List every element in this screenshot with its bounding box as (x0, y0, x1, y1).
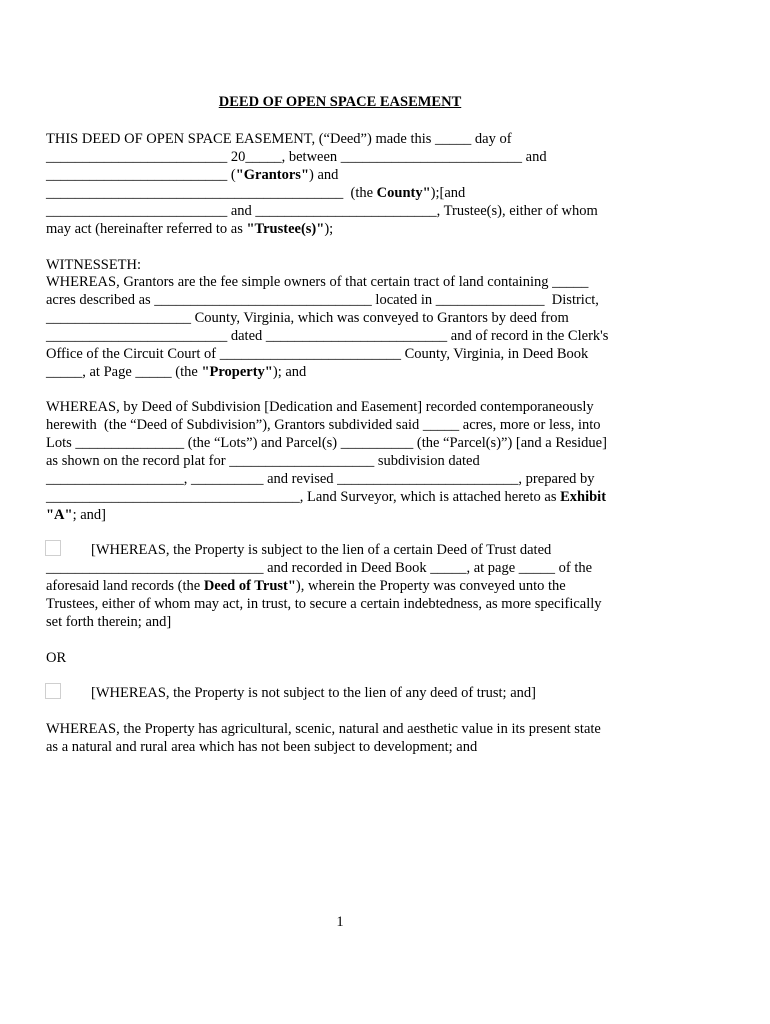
witnesseth-line-5: Office of the Circuit Court of _________________________ County, Virginia, in Deed Book (46, 346, 589, 362)
trust-option-line-2: ______________________________ and recorded in Deed Book _____, at page _____ of the (46, 560, 593, 576)
intro-line-5: _________________________ and _________________________, Trustee(s), either of whom (46, 203, 598, 219)
intro-line-4-text: _________________________________________ (the (46, 185, 377, 201)
trustees-term: "Trustee(s)" (246, 221, 325, 237)
intro-line-2: _________________________ 20_____, between _________________________ and (46, 149, 547, 165)
intro-line-6-end: ); (324, 221, 334, 237)
subdivision-line-6-text: ___________________________________, Land Surveyor, which is attached hereto as (46, 489, 561, 505)
intro-line-3-end: ) and (309, 167, 339, 183)
county-term: County" (376, 185, 431, 201)
trust-option-line-3-text: aforesaid land records (the (46, 578, 204, 594)
trust-option-line-3 (46, 577, 566, 595)
trust-option-line-1: [WHEREAS, the Property is subject to the lien of a certain Deed of Trust dated (91, 542, 552, 558)
intro-line-1: THIS DEED OF OPEN SPACE EASEMENT, (“Deed”) made this _____ day of (46, 131, 512, 147)
page-number: 1 (336, 914, 344, 930)
subdivision-line-4: as shown on the record plat for ____________________ subdivision dated (46, 453, 480, 469)
value-line-2: as a natural and rural area which has not been subject to development; and (46, 739, 478, 755)
subdivision-line-7-end: ; and] (72, 507, 106, 523)
subdivision-line-7 (46, 506, 106, 524)
subdivision-line-1: WHEREAS, by Deed of Subdivision [Dedication and Easement] recorded contemporaneously (46, 399, 594, 415)
intro-line-4-end: );[and (430, 185, 466, 201)
no-trust-option-line-1: [WHEREAS, the Property is not subject to the lien of any deed of trust; and] (91, 685, 536, 701)
grantors-term: "Grantors" (235, 167, 310, 183)
witnesseth-line-1: WHEREAS, Grantors are the fee simple owners of that certain tract of land containing _____ (46, 274, 589, 290)
exhibit-term: Exhibit (560, 489, 607, 505)
witnesseth-line-6-end: ); and (272, 364, 307, 380)
intro-line-6-text: may act (hereinafter referred to as (46, 221, 247, 237)
intro-line-3 (46, 166, 338, 184)
property-term: "Property" (201, 364, 273, 380)
trust-option-line-4: Trustees, either of whom may act, in trust, to secure a certain indebtedness, as more specifically (46, 596, 602, 612)
intro-line-6 (46, 220, 333, 238)
intro-line-4 (46, 184, 465, 202)
subdivision-line-5: ___________________, __________ and revised _________________________, prepared by (46, 471, 595, 487)
exhibit-a-term: "A" (46, 507, 73, 523)
witnesseth-heading: WITNESSETH: (46, 257, 142, 273)
witnesseth-line-6 (46, 363, 306, 381)
trust-option-line-3-end: ), wherein the Property was conveyed unto the (295, 578, 566, 594)
witnesseth-line-3: ____________________ County, Virginia, which was conveyed to Grantors by deed from (46, 310, 569, 326)
or-separator: OR (46, 650, 67, 666)
deed-of-trust-checkbox[interactable] (45, 540, 61, 556)
trust-option-line-5: set forth therein; and] (46, 614, 172, 630)
no-deed-of-trust-checkbox[interactable] (45, 683, 61, 699)
value-line-1: WHEREAS, the Property has agricultural, scenic, natural and aesthetic value in its present state (46, 721, 601, 737)
deed-of-trust-term: Deed of Trust" (203, 578, 296, 594)
witnesseth-line-2: acres described as ______________________________ located in _______________ District, (46, 292, 599, 308)
intro-line-3-text: _________________________ ( (46, 167, 236, 183)
witnesseth-line-6-text: _____, at Page _____ (the (46, 364, 202, 380)
subdivision-line-3: Lots _______________ (the “Lots”) and Parcel(s) __________ (the “Parcel(s)”) [and a Residue] (46, 435, 607, 451)
subdivision-line-6 (46, 488, 606, 506)
document-title: DEED OF OPEN SPACE EASEMENT (218, 94, 462, 110)
subdivision-line-2: herewith (the “Deed of Subdivision”), Grantors subdivided said _____ acres, more or less, into (46, 417, 601, 433)
witnesseth-line-4: _________________________ dated _________________________ and of record in the Clerk's (46, 328, 609, 344)
